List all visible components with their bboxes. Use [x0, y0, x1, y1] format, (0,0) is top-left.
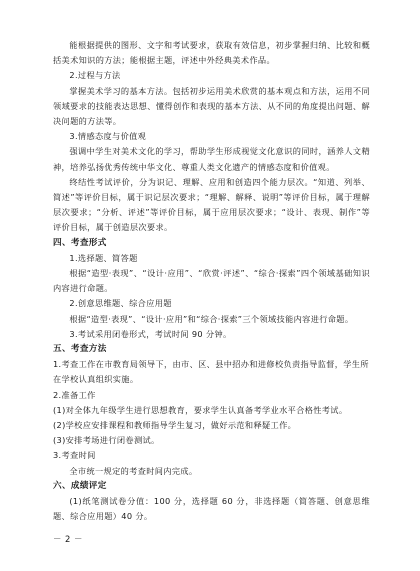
- list-item-preparation-3: (3)安排考场进行闭卷测试。: [53, 435, 160, 446]
- paragraph-creative-applied: 根据“造型·表现”、“设计·应用”和“综合·探索”三个领域技能内容进行命题。: [69, 313, 354, 324]
- paragraph-exam-time: 全市统一规定的考查时间内完成。: [69, 465, 198, 476]
- page-body: [53, 38, 370, 525]
- section-heading-grading: 六、成绩评定: [53, 480, 107, 491]
- subheading-closed-book: 3.考试采用闭卷形式，考试时间 90 分钟。: [69, 328, 232, 339]
- subheading-creative-applied: 2.创意思维题、综合应用题: [69, 298, 172, 309]
- paragraph-score-breakdown: (1)纸笔测试卷分值：100 分，选择题 60 分，非选择题（简答题、创意思维题、综合应用题）40 分。: [53, 496, 370, 522]
- list-item-preparation-1: (1)对全体九年级学生进行思想教育，要求学生认真备考学业水平合格性考试。: [53, 404, 348, 415]
- section-heading-exam-method: 五、考查方法: [53, 344, 107, 355]
- subheading-exam-time: 3.考查时间: [53, 450, 96, 461]
- subheading-choice-short-answer: 1.选择题、简答题: [69, 252, 138, 263]
- paragraph-process-methods: 掌握美术学习的基本方法。包括初步运用美术欣赏的基本观点和方法，运用不同领域要求的技能表达思想、懂得创作和表现的基本方法、从不同的角度提出问题、解决问题的方法等。: [53, 85, 370, 127]
- subheading-process-methods: 2.过程与方法: [69, 70, 121, 81]
- page-number: － 2 －: [53, 534, 83, 544]
- subheading-attitude-values: 3.情感态度与价值观: [69, 131, 147, 142]
- list-item-preparation-2: (2)学校应安排课程和教师指导学生复习，做好示范和释疑工作。: [53, 420, 297, 431]
- section-heading-exam-form: 四、考查形式: [53, 237, 107, 248]
- paragraph-choice-short-answer: 根据“造型·表现”、“设计·应用”、“欣赏·评述”、“综合·探索”四个领域基础知识内容进行命题。: [53, 268, 370, 294]
- paragraph-intro-continued: 能根据提供的图形、文字和考试要求，获取有效信息，初步掌握归纳、比较和概括美术知识的方法；能根据主题，评述中外经典美术作品。: [53, 40, 370, 66]
- subheading-preparation: 2.准备工作: [53, 389, 96, 400]
- paragraph-attitude-values: 强调中学生对美术文化的学习，帮助学生形成视觉文化意识的同时，涵养人文精神，培养弘扬优秀传统中华文化、尊重人类文化遗产的情感态度和价值观。: [53, 146, 370, 172]
- paragraph-evaluation-levels: 终结性考试评价，分为识记、理解、应用和创造四个能力层次。“知道、列举、简述”等评价目标，属于识记层次要求；“理解、解释、说明”等评价目标，属于理解层次要求；“分析、评述”等评价目标，属于应用层次要求；“设计、表现、制作”等评价目标，属于创造层次要求。: [53, 176, 370, 233]
- paragraph-supervision: 1.考查工作在市教育局领导下，由市、区、县中招办和进修校负责指导监督，学生所在学校认真组织实施。: [53, 359, 369, 385]
